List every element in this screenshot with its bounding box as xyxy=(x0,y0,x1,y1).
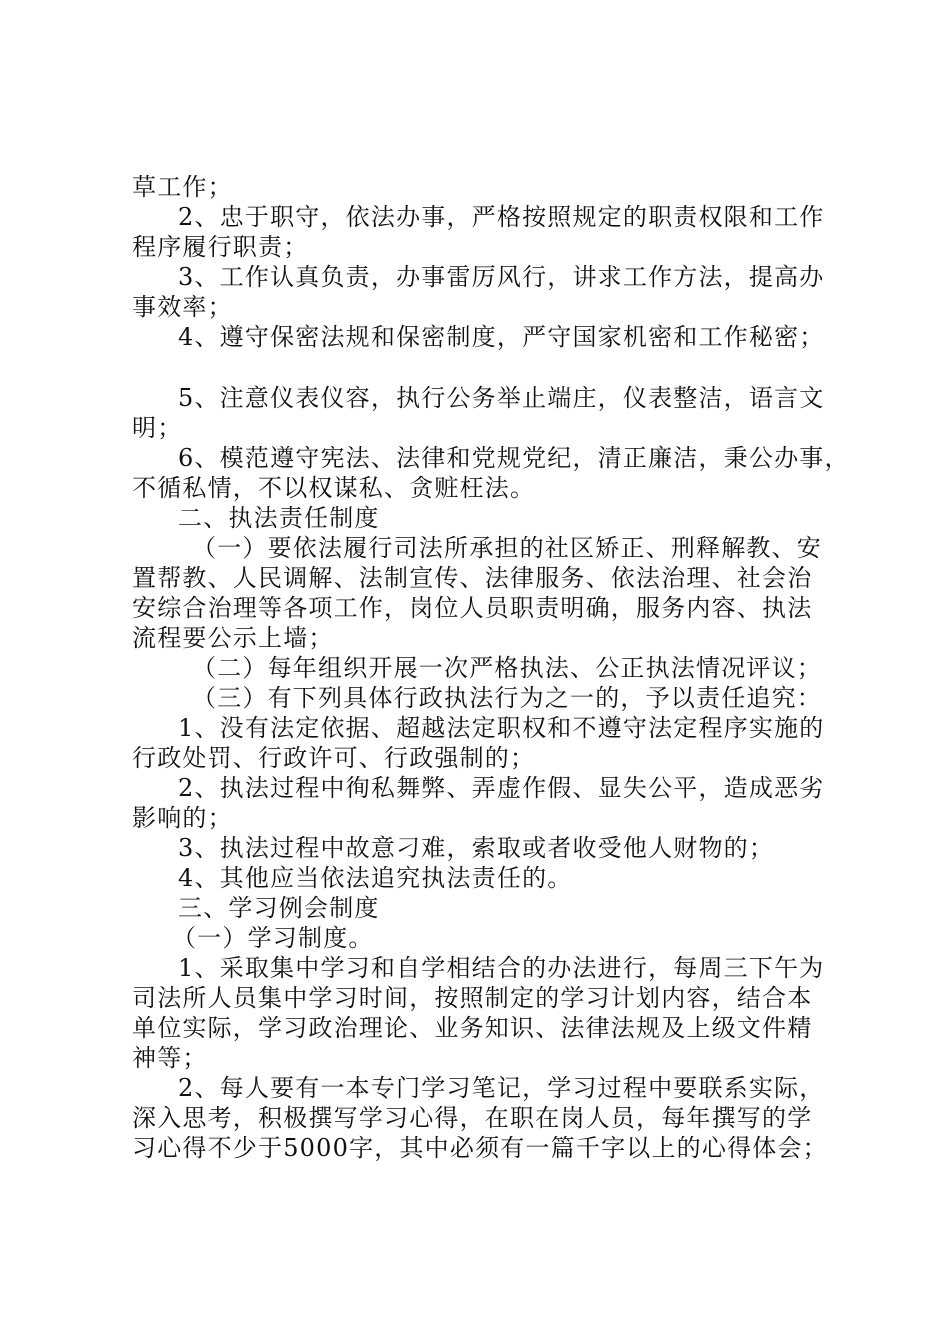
blank-line xyxy=(132,352,832,383)
text-line: 5、注意仪表仪容，执行公务举止端庄，仪表整洁，语言文 xyxy=(178,384,825,412)
text-line: （一）要依法履行司法所承担的社区矫正、刑释解教、安 xyxy=(192,534,822,562)
text-line: 2、执法过程中徇私舞弊、弄虚作假、显失公平，造成恶劣 xyxy=(178,774,825,802)
text-line: 安综合治理等各项工作，岗位人员职责明确，服务内容、执法 xyxy=(132,594,813,622)
text-line: 明； xyxy=(132,414,183,442)
text-line: （三）有下列具体行政执法行为之一的，予以责任追究： xyxy=(192,684,822,712)
text-line: 草工作； xyxy=(132,173,233,201)
text-line: 程序履行职责； xyxy=(132,233,309,261)
text-line: 置帮教、人民调解、法制宣传、法律服务、依法治理、社会治 xyxy=(132,564,813,592)
text-line: 2、忠于职守，依法办事，严格按照规定的职责权限和工作 xyxy=(178,203,825,231)
text-line: 事效率； xyxy=(132,293,233,321)
text-line: 3、工作认真负责，办事雷厉风行，讲求工作方法，提高办 xyxy=(178,263,825,291)
text-line: 单位实际，学习政治理论、业务知识、法律法规及上级文件精 xyxy=(132,1014,813,1042)
text-line: 1、采取集中学习和自学相结合的办法进行，每周三下午为 xyxy=(178,954,825,982)
text-line: 神等； xyxy=(132,1044,208,1072)
text-line: 深入思考，积极撰写学习心得，在职在岗人员，每年撰写的学 xyxy=(132,1104,813,1132)
text-line: 3、执法过程中故意刁难，索取或者收受他人财物的； xyxy=(178,834,775,862)
text-line: 流程要公示上墙； xyxy=(132,624,334,652)
document-body xyxy=(132,172,850,1163)
text-line: （二）每年组织开展一次严格执法、公正执法情况评议； xyxy=(192,654,822,682)
text-line: 2、每人要有一本专门学习笔记，学习过程中要联系实际， xyxy=(178,1074,825,1102)
text-line: 4、遵守保密法规和保密制度，严守国家机密和工作秘密； xyxy=(178,323,825,351)
text-line: 1、没有法定依据、超越法定职权和不遵守法定程序实施的 xyxy=(178,714,825,742)
text-line: 习心得不少于5000字，其中必须有一篇千字以上的心得体会； xyxy=(132,1134,828,1162)
text-line: 不循私情，不以权谋私、贪赃枉法。 xyxy=(132,474,536,502)
section-heading: 三、学习例会制度 xyxy=(178,894,380,922)
text-line: 6、模范遵守宪法、法律和党规党纪，清正廉洁，秉公办事， xyxy=(178,444,850,472)
text-line: 4、其他应当依法追究执法责任的。 xyxy=(178,864,573,892)
text-line: 影响的； xyxy=(132,804,233,832)
section-heading: 二、执法责任制度 xyxy=(178,504,380,532)
text-line: 行政处罚、行政许可、行政强制的； xyxy=(132,744,536,772)
text-line: 司法所人员集中学习时间，按照制定的学习计划内容，结合本 xyxy=(132,984,813,1012)
subsection-heading: （一）学习制度。 xyxy=(172,924,374,952)
